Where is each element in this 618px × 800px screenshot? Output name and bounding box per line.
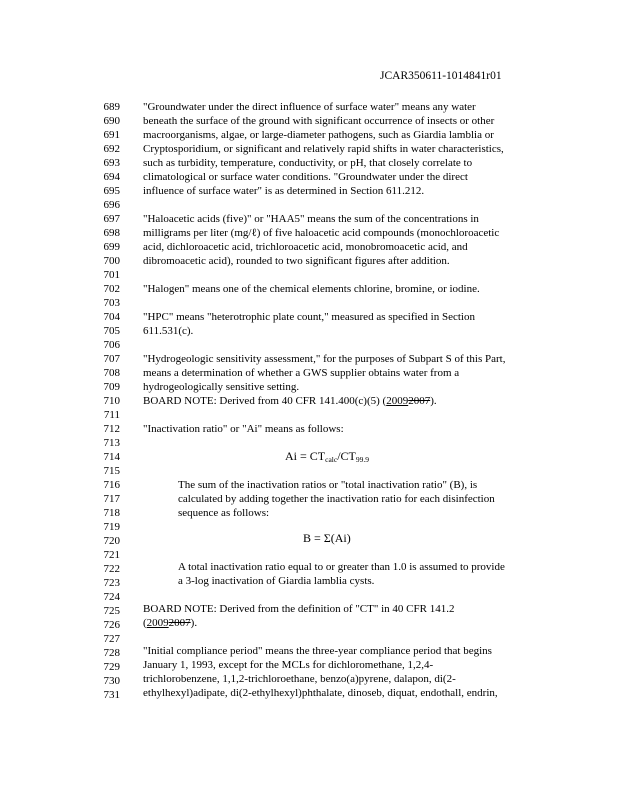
equation-b: B = Σ(Ai) — [303, 531, 351, 545]
line-number: 689 — [103, 101, 120, 113]
line-number: 720 — [103, 535, 120, 547]
line-number: 725 — [103, 605, 120, 617]
text-line: The sum of the inactivation ratios or "total inactivation ratio" (B), is — [178, 479, 478, 491]
line-number: 711 — [103, 409, 120, 421]
text-line: trichlorobenzene, 1,1,2-trichloroethane, benzo(a)pyrene, dalapon, di(2- — [143, 673, 456, 685]
text-line: "HPC" means "heterotrophic plate count," measured as specified in Section — [143, 311, 475, 323]
line-number: 692 — [103, 143, 120, 155]
text-line: January 1, 1993, except for the MCLs for dichloromethane, 1,2,4- — [143, 659, 434, 671]
line-number: 715 — [103, 465, 120, 477]
line-number: 709 — [103, 381, 120, 393]
line-number: 713 — [103, 437, 120, 449]
inserted-text: 2009 — [386, 395, 409, 407]
line-number: 722 — [103, 563, 120, 575]
text-line: "Initial compliance period" means the three-year compliance period that begins — [143, 645, 492, 657]
text-line: hydrogeologically sensitive setting. — [143, 381, 300, 393]
text-line: 611.531(c). — [143, 325, 194, 337]
equation-ai: $Ai = CT_{calc}/CT_{99.9}$ — [285, 449, 369, 464]
line-number: 704 — [103, 311, 120, 323]
line-number: 705 — [103, 325, 120, 337]
line-number: 729 — [103, 661, 120, 673]
text-line: a 3-log inactivation of Giardia lamblia cysts. — [178, 575, 375, 587]
text-line: milligrams per liter (mg/ℓ) of five haloacetic acid compounds (monochloroacetic — [143, 227, 500, 239]
line-number: 690 — [103, 115, 120, 127]
line-number: 707 — [103, 353, 120, 365]
board-note: (20092007). — [143, 617, 198, 629]
line-number: 723 — [103, 577, 120, 589]
text-line: calculated by adding together the inactivation ratio for each disinfection — [178, 493, 495, 505]
line-number: 717 — [103, 493, 120, 505]
line-number: 726 — [103, 619, 120, 631]
text-line: sequence as follows: — [178, 507, 270, 519]
text-line: "Haloacetic acids (five)" or "HAA5" means the sum of the concentrations in — [143, 213, 479, 225]
line-number: 718 — [103, 507, 120, 519]
text-line: "Groundwater under the direct influence of surface water" means any water — [143, 101, 476, 113]
line-number: 694 — [103, 171, 120, 183]
text-line: "Hydrogeologic sensitivity assessment," for the purposes of Subpart S of this Part, — [143, 353, 506, 365]
line-number: 728 — [103, 647, 120, 659]
line-number: 710 — [103, 395, 120, 407]
line-number: 691 — [103, 129, 120, 141]
text-line: Cryptosporidium, or significant and relatively rapid shifts in water characteristics, — [143, 143, 504, 155]
line-number: 712 — [103, 423, 120, 435]
line-number: 697 — [103, 213, 120, 225]
line-number: 731 — [103, 689, 120, 701]
line-number: 695 — [103, 185, 120, 197]
board-note: BOARD NOTE: Derived from 40 CFR 141.400(c)(5) (20092007). — [143, 395, 437, 407]
text-line: climatological or surface water conditions. "Groundwater under the direct — [143, 171, 468, 183]
line-number: 724 — [103, 591, 120, 603]
text-line: means a determination of whether a GWS supplier obtains water from a — [143, 367, 460, 379]
text-line: such as turbidity, temperature, conductivity, or pH, that closely correlate to — [143, 157, 473, 169]
text-line: macroorganisms, algae, or large-diameter pathogens, such as Giardia lamblia or — [143, 129, 494, 141]
text-line: beneath the surface of the ground with significant occurrence of insects or other — [143, 115, 495, 127]
line-number: 693 — [103, 157, 120, 169]
text-line: dibromoacetic acid), rounded to two significant figures after addition. — [143, 255, 450, 267]
line-number: 721 — [103, 549, 120, 561]
line-number: 706 — [103, 339, 120, 351]
line-number: 696 — [103, 199, 120, 211]
line-number: 701 — [103, 269, 120, 281]
line-number: 716 — [103, 479, 120, 491]
text-line: A total inactivation ratio equal to or greater than 1.0 is assumed to provide — [178, 561, 505, 573]
line-number: 719 — [103, 521, 120, 533]
text-line: "Halogen" means one of the chemical elements chlorine, bromine, or iodine. — [143, 283, 480, 295]
inserted-text: 2009 — [146, 617, 169, 629]
line-number: 703 — [103, 297, 120, 309]
line-number: 698 — [103, 227, 120, 239]
line-number: 702 — [103, 283, 120, 295]
deleted-text: 2007 — [408, 395, 431, 407]
line-number: 730 — [103, 675, 120, 687]
text-line: influence of surface water" is as determined in Section 611.212. — [143, 185, 425, 197]
text-line: "Inactivation ratio" or "Ai" means as follows: — [143, 423, 344, 435]
line-number: 714 — [103, 451, 120, 463]
text-line: ethylhexyl)adipate, di(2-ethylhexyl)phthalate, dinoseb, diquat, endothall, endrin, — [143, 687, 498, 699]
board-note: BOARD NOTE: Derived from the definition of "CT" in 40 CFR 141.2 — [143, 603, 455, 615]
line-number: 708 — [103, 367, 120, 379]
line-number: 727 — [103, 633, 120, 645]
document-id-header: JCAR350611-1014841r01 — [380, 70, 502, 82]
text-line: acid, dichloroacetic acid, trichloroacetic acid, monobromoacetic acid, and — [143, 241, 468, 253]
line-number: 699 — [103, 241, 120, 253]
deleted-text: 2007 — [168, 617, 191, 629]
line-number: 700 — [103, 255, 120, 267]
